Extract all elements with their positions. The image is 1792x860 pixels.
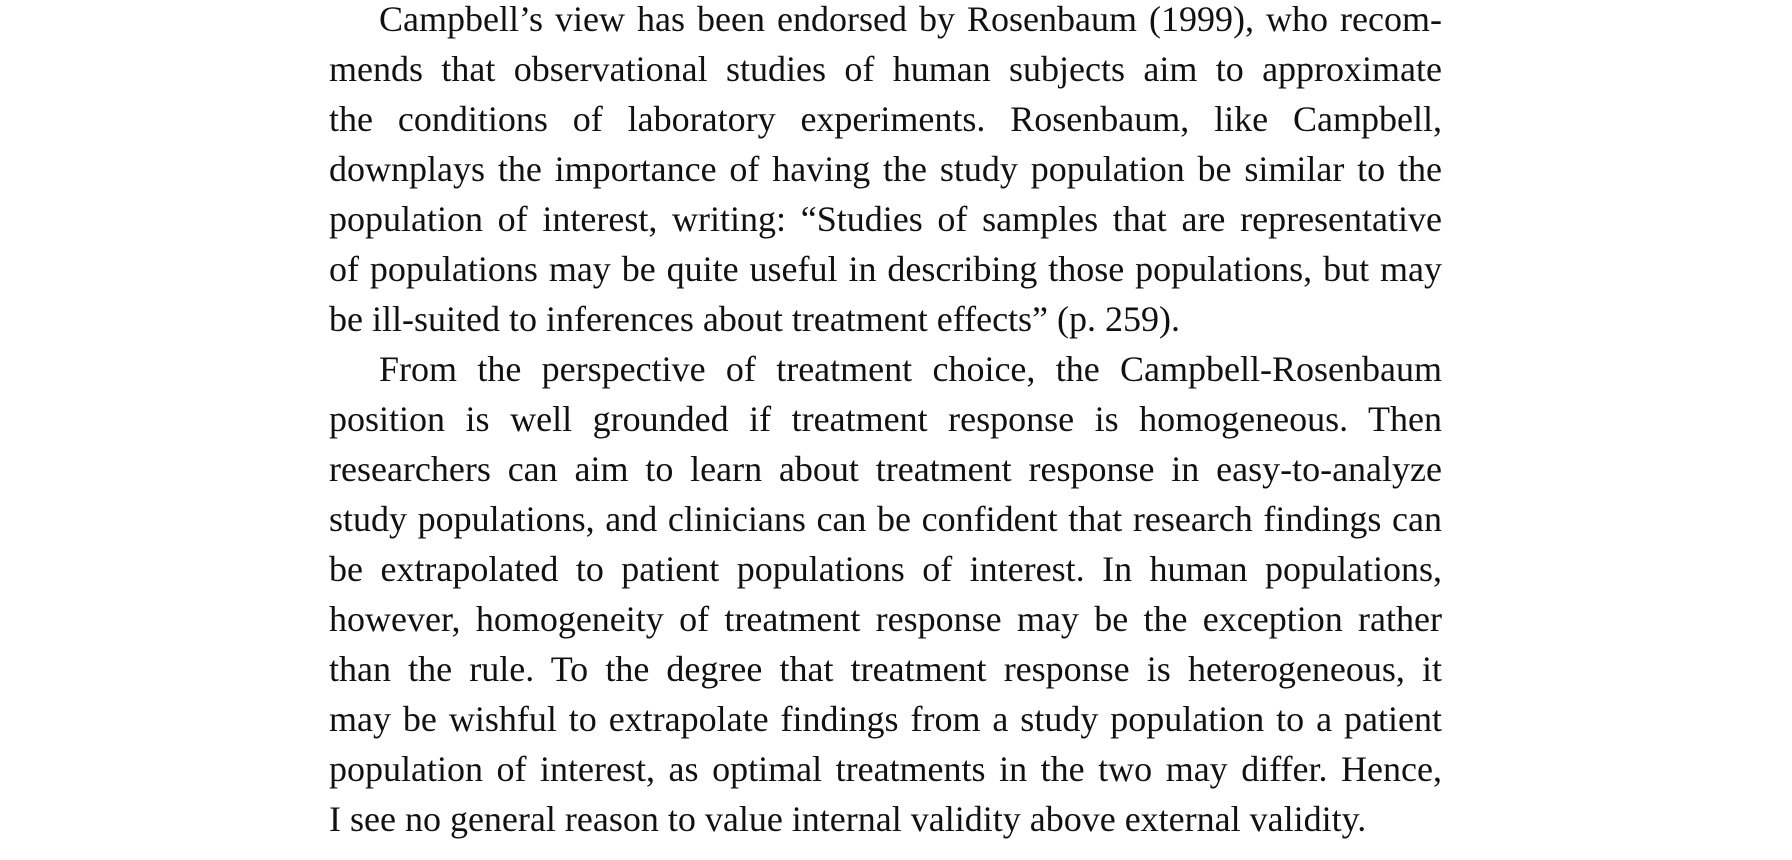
text-line: position is well grounded if treatment response is homogeneous. Then — [329, 399, 1442, 439]
text-line: study populations, and clinicians can be confident that research findings can — [329, 499, 1442, 539]
text-line: researchers can aim to learn about treatment response in easy-to-analyze — [329, 449, 1442, 489]
text-line: than the rule. To the degree that treatment response is heterogeneous, it — [329, 649, 1442, 689]
text-line: may be wishful to extrapolate findings from a study population to a patient — [329, 699, 1442, 739]
text-line: I see no general reason to value internal validity above external validity. — [329, 799, 1367, 839]
paragraph-2 — [329, 350, 1442, 850]
text-line: however, homogeneity of treatment response may be the exception rather — [329, 599, 1442, 639]
text-line: be extrapolated to patient populations of interest. In human populations, — [329, 549, 1442, 589]
text-line: population of interest, writing: “Studies of samples that are representative — [329, 199, 1442, 239]
text-line: the conditions of laboratory experiments. Rosenbaum, like Campbell, — [329, 99, 1442, 139]
text-line: downplays the importance of having the study population be similar to the — [329, 149, 1442, 189]
text-line: be ill-suited to inferences about treatment effects” (p. 259). — [329, 299, 1181, 339]
text-line: Campbell’s view has been endorsed by Rosenbaum (1999), who recom- — [379, 0, 1442, 39]
text-line: population of interest, as optimal treatments in the two may differ. Hence, — [329, 749, 1442, 789]
text-line: From the perspective of treatment choice, the Campbell-Rosenbaum — [379, 349, 1442, 389]
document-page — [329, 0, 1442, 850]
text-line: of populations may be quite useful in describing those populations, but may — [329, 249, 1442, 289]
text-line: mends that observational studies of human subjects aim to approximate — [329, 49, 1442, 89]
paragraph-1 — [329, 0, 1442, 350]
